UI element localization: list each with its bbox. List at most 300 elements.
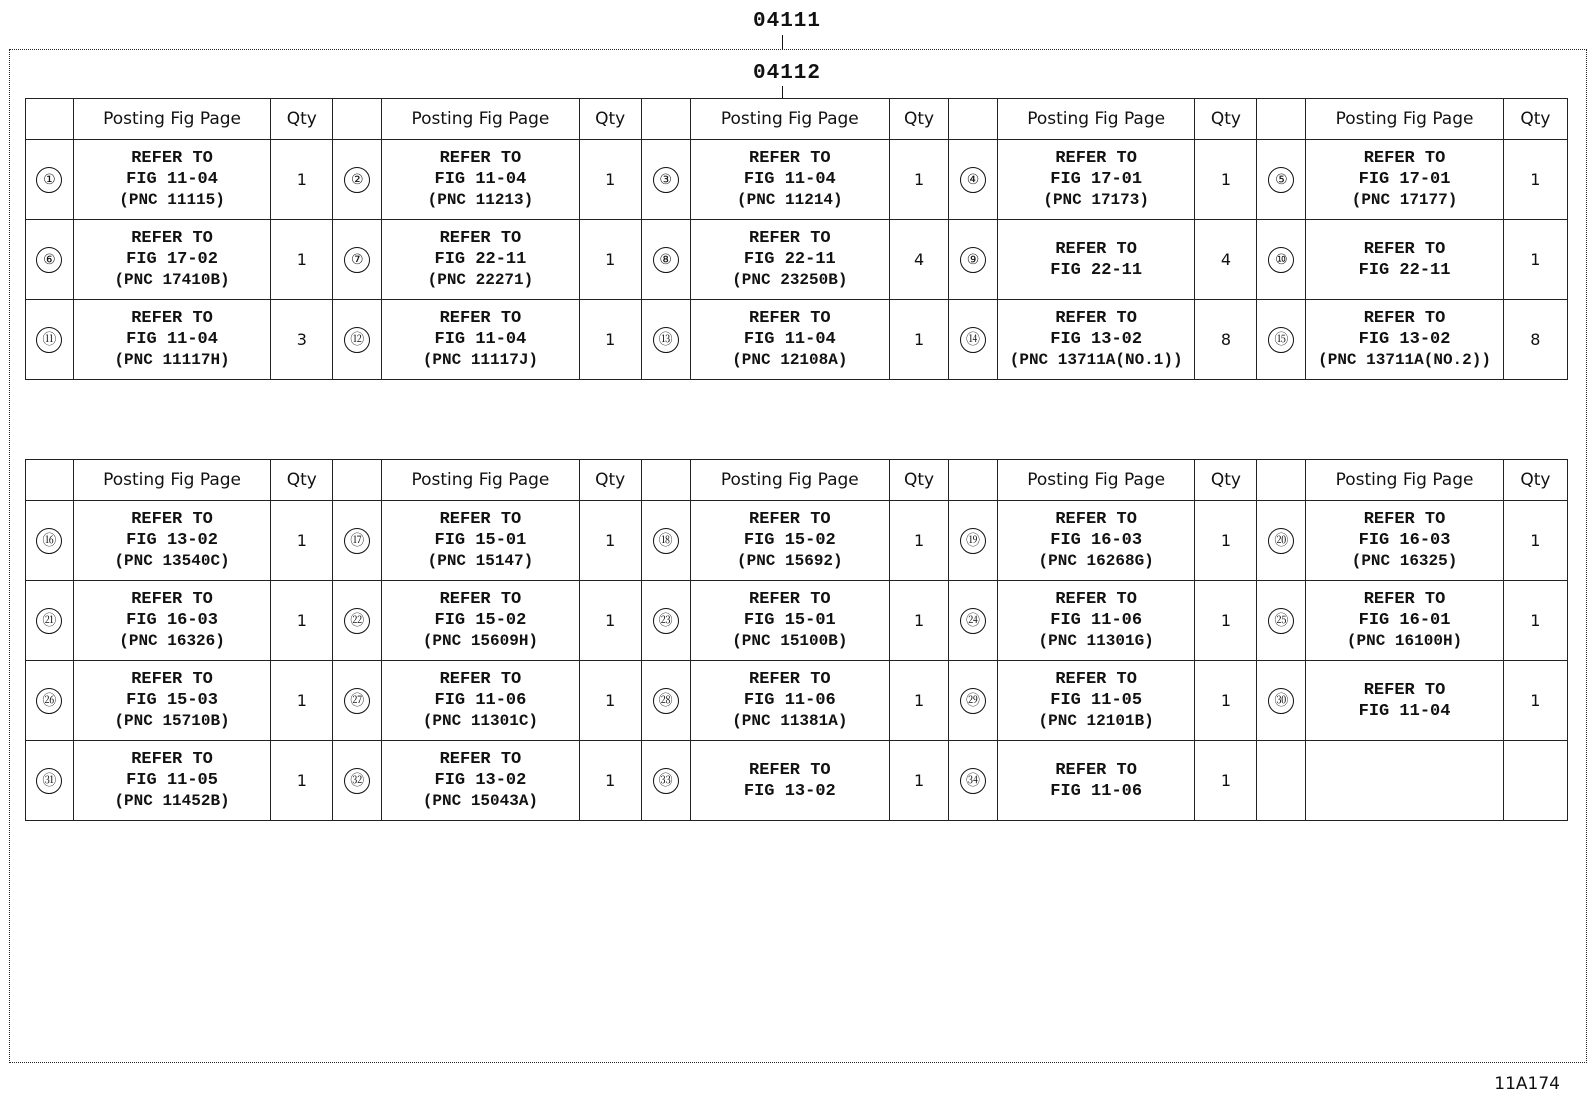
- item-number-cell: [1257, 661, 1306, 741]
- qty-value: 1: [1530, 611, 1541, 630]
- item-number-badge: ㉒: [344, 608, 370, 634]
- qty-value: 1: [1220, 531, 1232, 550]
- figure-reference: FIG 17-01: [1050, 170, 1143, 189]
- pnc-reference: (PNC 15043A): [422, 792, 539, 810]
- qty-cell: [1195, 581, 1257, 661]
- pnc-reference: (PNC 15710B): [114, 712, 230, 730]
- figure-reference: FIG 15-02: [743, 531, 836, 550]
- header-row: [26, 99, 1568, 140]
- item-number-badge: ⑮: [1268, 327, 1294, 353]
- item-number-badge: ㉕: [1268, 608, 1294, 634]
- header-number-cell: [26, 460, 74, 501]
- qty-value: 4: [913, 250, 925, 269]
- reference-cell: [1306, 140, 1503, 220]
- refer-to-text: REFER TO: [749, 309, 831, 328]
- figure-reference: FIG 11-04: [434, 330, 527, 349]
- refer-to-text: REFER TO: [1363, 309, 1446, 328]
- item-number-badge: ⑩: [1268, 247, 1294, 273]
- reference-cell: [690, 220, 889, 300]
- qty-cell: [579, 220, 641, 300]
- item-number-badge: ⑬: [653, 327, 679, 353]
- refer-to-text: REFER TO: [131, 309, 213, 328]
- parts-table-2: [25, 459, 1568, 821]
- qty-value: 1: [1220, 170, 1232, 189]
- figure-reference: FIG 11-06: [434, 691, 527, 710]
- item-number-badge: ⑦: [344, 247, 370, 273]
- qty-cell: [1195, 220, 1257, 300]
- qty-cell: [890, 581, 949, 661]
- header-number-cell: [641, 460, 690, 501]
- qty-cell: [1503, 140, 1567, 220]
- reference-cell: [73, 741, 270, 821]
- item-number-badge: ㉝: [653, 768, 679, 794]
- header-posting-fig-page: Posting Fig Page: [1306, 99, 1503, 140]
- header-row: [26, 460, 1568, 501]
- refer-to-text: REFER TO: [131, 670, 213, 689]
- item-number-badge: ㉞: [960, 768, 986, 794]
- reference-cell: [690, 140, 889, 220]
- figure-reference: FIG 15-03: [126, 691, 218, 710]
- reference-cell: [997, 501, 1194, 581]
- item-number-cell: [949, 581, 998, 661]
- refer-to-text: REFER TO: [1055, 149, 1137, 168]
- item-number-cell: [949, 220, 998, 300]
- parts-table-1: [25, 98, 1568, 380]
- reference-cell: [382, 661, 579, 741]
- refer-to-text: REFER TO: [131, 149, 213, 168]
- refer-to-text: REFER TO: [1363, 510, 1446, 529]
- item-number-cell: [641, 300, 690, 380]
- qty-value: 1: [1530, 250, 1541, 269]
- header-number-cell: [949, 99, 998, 140]
- pnc-reference: (PNC 12108A): [732, 351, 848, 369]
- item-number-badge: ⑱: [653, 528, 679, 554]
- item-number-badge: ⑭: [960, 327, 986, 353]
- figure-reference: FIG 13-02: [434, 771, 527, 790]
- qty-value: 1: [605, 531, 616, 550]
- item-number-cell: [26, 661, 74, 741]
- pnc-reference: (PNC 17177): [1351, 191, 1458, 209]
- pnc-reference: (PNC 15609H): [422, 632, 539, 650]
- refer-to-text: REFER TO: [1055, 510, 1137, 529]
- header-number-cell: [641, 99, 690, 140]
- item-number-cell: [26, 300, 74, 380]
- item-number-badge: ⑲: [960, 528, 986, 554]
- item-number-cell: [1257, 581, 1306, 661]
- table-row: [26, 501, 1568, 581]
- refer-to-text: REFER TO: [439, 750, 522, 769]
- item-number-cell: [26, 220, 74, 300]
- item-number-cell: [1257, 501, 1306, 581]
- reference-cell: [1306, 220, 1503, 300]
- leader-line-04111: [782, 35, 783, 49]
- item-number-cell: [333, 501, 382, 581]
- header-posting-fig-page: Posting Fig Page: [382, 99, 579, 140]
- item-number-badge: ㉖: [36, 688, 62, 714]
- figure-reference: FIG 13-02: [1358, 330, 1451, 349]
- reference-cell: [997, 300, 1194, 380]
- table-row: [26, 140, 1568, 220]
- reference-cell: [1306, 501, 1503, 581]
- pnc-reference: (PNC 16268G): [1038, 552, 1154, 570]
- qty-value: 1: [913, 691, 925, 710]
- reference-cell: [690, 300, 889, 380]
- item-number-badge: ⑰: [344, 528, 370, 554]
- reference-cell: [1306, 581, 1503, 661]
- refer-to-text: REFER TO: [131, 750, 213, 769]
- qty-cell: [1503, 501, 1567, 581]
- figure-reference: FIG 16-03: [1358, 531, 1451, 550]
- item-number-cell: [641, 581, 690, 661]
- qty-cell: [1195, 741, 1257, 821]
- item-number-cell: [641, 501, 690, 581]
- reference-cell: [1306, 741, 1503, 821]
- item-number-badge: ㉛: [36, 768, 62, 794]
- reference-cell: [382, 741, 579, 821]
- item-number-badge: ㉜: [344, 768, 370, 794]
- item-number-cell: [26, 140, 74, 220]
- qty-cell: [271, 501, 333, 581]
- refer-to-text: REFER TO: [749, 670, 831, 689]
- pnc-reference: (PNC 13540C): [114, 552, 230, 570]
- item-number-cell: [333, 140, 382, 220]
- item-number-badge: ①: [36, 167, 62, 193]
- qty-cell: [271, 220, 333, 300]
- figure-reference: FIG 15-01: [434, 531, 527, 550]
- figure-reference: FIG 22-11: [1358, 260, 1451, 280]
- qty-cell: [1503, 741, 1567, 821]
- item-number-cell: [641, 741, 690, 821]
- header-number-cell: [1257, 99, 1306, 140]
- item-number-badge: ⑯: [36, 528, 62, 554]
- qty-cell: [890, 300, 949, 380]
- header-posting-fig-page: Posting Fig Page: [690, 99, 889, 140]
- qty-cell: [1195, 300, 1257, 380]
- qty-value: 1: [605, 170, 616, 189]
- refer-to-text: REFER TO: [749, 229, 831, 248]
- header-qty: Qty: [890, 99, 949, 140]
- pnc-reference: (PNC 15147): [427, 552, 534, 570]
- figure-reference: FIG 11-04: [743, 330, 836, 349]
- refer-to-text: REFER TO: [131, 229, 213, 248]
- item-number-badge: ㉚: [1268, 688, 1294, 714]
- qty-cell: [1503, 300, 1567, 380]
- refer-to-text: REFER TO: [1055, 760, 1137, 780]
- figure-reference: FIG 13-02: [743, 781, 836, 801]
- qty-cell: [579, 300, 641, 380]
- qty-cell: [1503, 220, 1567, 300]
- item-number-cell: [641, 661, 690, 741]
- header-posting-fig-page: Posting Fig Page: [690, 460, 889, 501]
- qty-value: 1: [605, 330, 616, 349]
- pnc-reference: (PNC 16325): [1351, 552, 1458, 570]
- item-number-cell: [26, 581, 74, 661]
- reference-cell: [382, 220, 579, 300]
- item-number-badge: ⑪: [36, 327, 62, 353]
- reference-cell: [690, 741, 889, 821]
- reference-cell: [690, 501, 889, 581]
- reference-cell: [690, 661, 889, 741]
- figure-reference: FIG 11-04: [1358, 701, 1451, 721]
- qty-cell: [1503, 581, 1567, 661]
- qty-cell: [271, 140, 333, 220]
- pnc-reference: (PNC 11117J): [422, 351, 539, 369]
- item-number-badge: ㉑: [36, 608, 62, 634]
- reference-cell: [382, 140, 579, 220]
- item-number-cell: [641, 220, 690, 300]
- item-number-cell: [333, 300, 382, 380]
- item-number-badge: ②: [344, 167, 370, 193]
- item-number-cell: [1257, 140, 1306, 220]
- item-number-cell: [333, 220, 382, 300]
- refer-to-text: REFER TO: [749, 590, 831, 609]
- reference-cell: [997, 661, 1194, 741]
- header-qty: Qty: [890, 460, 949, 501]
- table-row: [26, 661, 1568, 741]
- figure-reference: FIG 13-02: [1050, 330, 1143, 349]
- assembly-label-04111: 04111: [753, 10, 822, 33]
- item-number-badge: ⑳: [1268, 528, 1294, 554]
- qty-value: 1: [1530, 531, 1541, 550]
- qty-value: 1: [296, 691, 307, 710]
- qty-cell: [579, 581, 641, 661]
- qty-value: 1: [1220, 691, 1232, 710]
- qty-cell: [1195, 501, 1257, 581]
- qty-cell: [1195, 140, 1257, 220]
- figure-reference: FIG 15-02: [434, 611, 527, 630]
- figure-reference: FIG 11-05: [126, 771, 218, 790]
- qty-value: 1: [913, 531, 925, 550]
- reference-cell: [73, 501, 270, 581]
- item-number-cell: [949, 501, 998, 581]
- pnc-reference: (PNC 11115): [119, 191, 225, 209]
- refer-to-text: REFER TO: [1055, 239, 1137, 259]
- refer-to-text: REFER TO: [1363, 590, 1446, 609]
- item-number-cell: [26, 501, 74, 581]
- qty-value: 1: [1220, 771, 1232, 790]
- figure-reference: FIG 11-06: [743, 691, 836, 710]
- qty-cell: [890, 501, 949, 581]
- item-number-cell: [949, 741, 998, 821]
- qty-value: 1: [913, 170, 925, 189]
- header-qty: Qty: [271, 99, 333, 140]
- figure-reference: FIG 16-03: [1050, 531, 1143, 550]
- item-number-badge: ㉗: [344, 688, 370, 714]
- item-number-badge: ⑥: [36, 247, 62, 273]
- item-number-cell: [1257, 220, 1306, 300]
- figure-reference: FIG 11-04: [126, 330, 218, 349]
- refer-to-text: REFER TO: [1055, 670, 1137, 689]
- qty-value: 1: [296, 611, 307, 630]
- refer-to-text: REFER TO: [439, 510, 522, 529]
- qty-value: 1: [296, 250, 307, 269]
- pnc-reference: (PNC 12101B): [1038, 712, 1154, 730]
- item-number-badge: ㉘: [653, 688, 679, 714]
- reference-cell: [997, 220, 1194, 300]
- refer-to-text: REFER TO: [131, 590, 213, 609]
- reference-cell: [382, 300, 579, 380]
- figure-reference: FIG 16-01: [1358, 611, 1451, 630]
- item-number-badge: ⑨: [960, 247, 986, 273]
- header-number-cell: [333, 460, 382, 501]
- header-posting-fig-page: Posting Fig Page: [73, 460, 270, 501]
- pnc-reference: (PNC 15100B): [732, 632, 848, 650]
- item-number-cell: [1257, 741, 1306, 821]
- item-number-badge: ⑤: [1268, 167, 1294, 193]
- header-qty: Qty: [579, 99, 641, 140]
- qty-value: 1: [913, 771, 925, 790]
- header-number-cell: [333, 99, 382, 140]
- item-number-badge: ⑧: [653, 247, 679, 273]
- figure-reference: FIG 11-04: [434, 170, 527, 189]
- header-posting-fig-page: Posting Fig Page: [73, 99, 270, 140]
- item-number-badge: ㉔: [960, 608, 986, 634]
- refer-to-text: REFER TO: [1363, 239, 1446, 259]
- refer-to-text: REFER TO: [1055, 590, 1137, 609]
- qty-value: 4: [1220, 250, 1232, 269]
- item-number-cell: [26, 741, 74, 821]
- figure-code: 11A174: [1494, 1074, 1560, 1094]
- reference-cell: [73, 581, 270, 661]
- item-number-cell: [949, 140, 998, 220]
- figure-reference: FIG 11-04: [126, 170, 218, 189]
- figure-reference: FIG 15-01: [743, 611, 836, 630]
- qty-value: 1: [605, 611, 616, 630]
- qty-cell: [579, 661, 641, 741]
- figure-reference: FIG 11-06: [1050, 781, 1143, 801]
- qty-value: 1: [605, 771, 616, 790]
- qty-cell: [890, 140, 949, 220]
- item-number-cell: [949, 300, 998, 380]
- item-number-cell: [949, 661, 998, 741]
- reference-cell: [73, 220, 270, 300]
- qty-cell: [1195, 661, 1257, 741]
- qty-value: 3: [296, 330, 307, 349]
- pnc-reference: (PNC 13711A(NO.2)): [1318, 351, 1491, 369]
- header-number-cell: [949, 460, 998, 501]
- pnc-reference: (PNC 11117H): [114, 351, 230, 369]
- reference-cell: [997, 140, 1194, 220]
- figure-reference: FIG 22-11: [743, 250, 836, 269]
- qty-value: 1: [605, 691, 616, 710]
- refer-to-text: REFER TO: [439, 670, 522, 689]
- qty-cell: [579, 501, 641, 581]
- pnc-reference: (PNC 17173): [1043, 191, 1149, 209]
- qty-value: 1: [605, 250, 616, 269]
- header-posting-fig-page: Posting Fig Page: [997, 460, 1194, 501]
- pnc-reference: (PNC 11301C): [422, 712, 539, 730]
- pnc-reference: (PNC 17410B): [114, 271, 230, 289]
- pnc-reference: (PNC 23250B): [732, 271, 848, 289]
- qty-value: 1: [296, 170, 307, 189]
- refer-to-text: REFER TO: [749, 510, 831, 529]
- qty-cell: [579, 140, 641, 220]
- refer-to-text: REFER TO: [1363, 149, 1446, 168]
- item-number-badge: ⑫: [344, 327, 370, 353]
- pnc-reference: (PNC 11452B): [114, 792, 230, 810]
- qty-value: 1: [1220, 611, 1232, 630]
- qty-cell: [890, 661, 949, 741]
- qty-value: 1: [296, 771, 307, 790]
- refer-to-text: REFER TO: [439, 309, 522, 328]
- header-qty: Qty: [1503, 460, 1567, 501]
- figure-reference: FIG 13-02: [126, 531, 218, 550]
- pnc-reference: (PNC 16326): [119, 632, 225, 650]
- refer-to-text: REFER TO: [749, 149, 831, 168]
- refer-to-text: REFER TO: [439, 590, 522, 609]
- table-row: [26, 741, 1568, 821]
- qty-cell: [271, 741, 333, 821]
- reference-cell: [690, 581, 889, 661]
- figure-reference: FIG 22-11: [434, 250, 527, 269]
- assembly-label-04112: 04112: [753, 62, 822, 85]
- figure-reference: FIG 17-02: [126, 250, 218, 269]
- qty-value: 1: [913, 611, 925, 630]
- pnc-reference: (PNC 11301G): [1038, 632, 1154, 650]
- item-number-cell: [333, 741, 382, 821]
- qty-value: 8: [1220, 330, 1232, 349]
- header-qty: Qty: [1195, 99, 1257, 140]
- header-number-cell: [26, 99, 74, 140]
- reference-cell: [382, 501, 579, 581]
- qty-value: 1: [296, 531, 307, 550]
- header-posting-fig-page: Posting Fig Page: [997, 99, 1194, 140]
- figure-reference: FIG 11-04: [743, 170, 836, 189]
- qty-cell: [890, 220, 949, 300]
- reference-cell: [382, 581, 579, 661]
- pnc-reference: (PNC 16100H): [1346, 632, 1463, 650]
- figure-reference: FIG 17-01: [1358, 170, 1451, 189]
- refer-to-text: REFER TO: [439, 229, 522, 248]
- table-row: [26, 581, 1568, 661]
- header-posting-fig-page: Posting Fig Page: [382, 460, 579, 501]
- pnc-reference: (PNC 13711A(NO.1)): [1009, 351, 1183, 369]
- qty-cell: [271, 581, 333, 661]
- header-qty: Qty: [271, 460, 333, 501]
- figure-reference: FIG 22-11: [1050, 260, 1143, 280]
- reference-cell: [73, 140, 270, 220]
- qty-value: 1: [1530, 170, 1541, 189]
- reference-cell: [997, 741, 1194, 821]
- header-qty: Qty: [1195, 460, 1257, 501]
- pnc-reference: (PNC 11213): [427, 191, 534, 209]
- refer-to-text: REFER TO: [131, 510, 213, 529]
- refer-to-text: REFER TO: [1363, 680, 1446, 700]
- reference-cell: [1306, 300, 1503, 380]
- pnc-reference: (PNC 11381A): [732, 712, 848, 730]
- qty-cell: [1503, 661, 1567, 741]
- header-posting-fig-page: Posting Fig Page: [1306, 460, 1503, 501]
- refer-to-text: REFER TO: [1055, 309, 1137, 328]
- figure-reference: FIG 11-06: [1050, 611, 1143, 630]
- item-number-cell: [333, 661, 382, 741]
- reference-cell: [997, 581, 1194, 661]
- qty-value: 8: [1530, 330, 1541, 349]
- qty-value: 1: [1530, 691, 1541, 710]
- refer-to-text: REFER TO: [439, 149, 522, 168]
- qty-cell: [271, 300, 333, 380]
- pnc-reference: (PNC 11214): [737, 191, 843, 209]
- table-row: [26, 300, 1568, 380]
- header-qty: Qty: [1503, 99, 1567, 140]
- item-number-badge: ㉙: [960, 688, 986, 714]
- header-qty: Qty: [579, 460, 641, 501]
- qty-cell: [579, 741, 641, 821]
- pnc-reference: (PNC 22271): [427, 271, 534, 289]
- table-row: [26, 220, 1568, 300]
- item-number-cell: [641, 140, 690, 220]
- item-number-cell: [333, 581, 382, 661]
